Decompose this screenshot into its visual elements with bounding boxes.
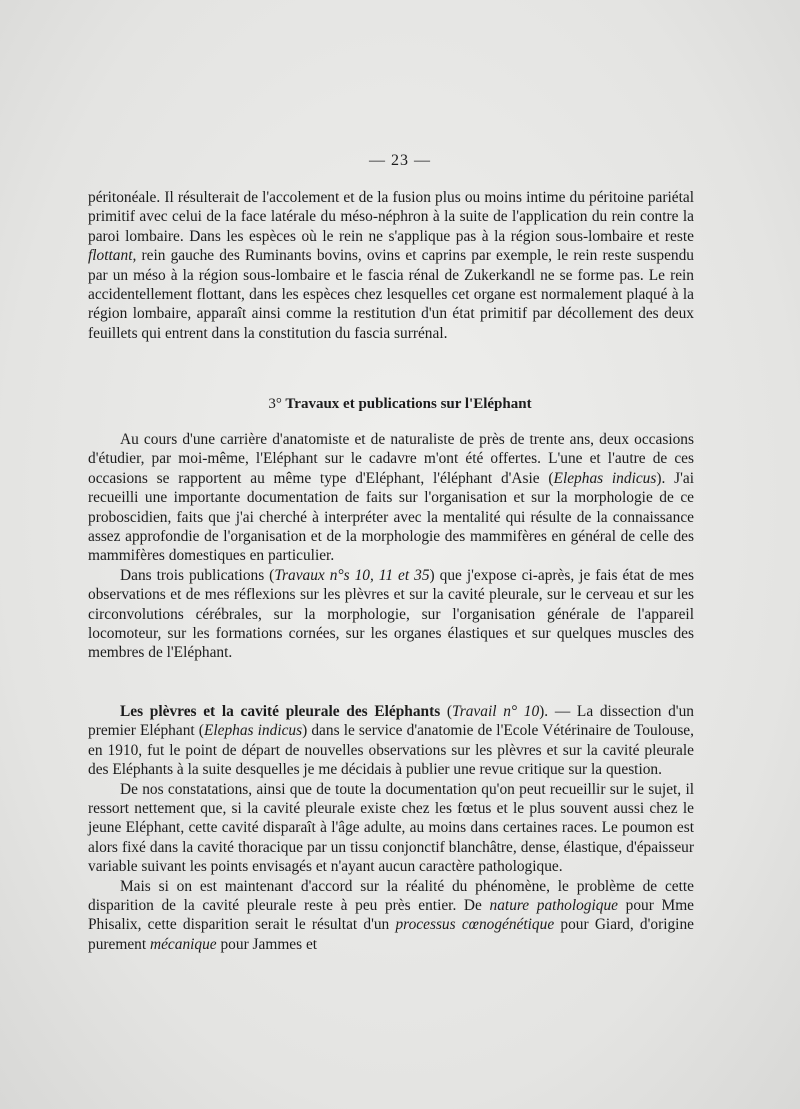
pleura-paragraphs [88,702,694,954]
section-title: Travaux et publications sur l'Eléphant [285,396,532,412]
intro-text-1: péritonéale. Il résulterait de l'accolement et de la fusion plus ou moins intime du péritoine pariétal primitif avec celui de la face latérale du méso-néphron à la suite de l'application du rein contre la paroi lombaire. Dans les espèces où le rein ne s'applique pas à la région sous-lombaire et reste [88,189,694,245]
pleura-p3-text-b: pour Mme Phisalix, cette disparition serait le résultat d'un [88,897,694,934]
pleura-paragraph-1: Les plèvres et la cavité pleurale des Eléphants (Travail n° 10). — La dissection d'un premier Eléphant (Elephas indicus) dans le service d'anatomie de l'Ecole Vétérinaire de Toulouse, en 1910, fut le point de départ de nouvelles observations sur les plèvres et sur la cavité pleurale des Eléphants à la suite desquelles je me décidais à publier une revue critique sur la question. [88,703,694,779]
pleura-paragraph-3 [88,877,694,955]
page-number: — 23 — [369,152,431,169]
pleura-p3-italic-1: nature pathologique [489,897,619,915]
pleura-p1-italic: Elephas indicus [203,722,303,740]
pleura-p3-text-d: pour Jammes et [216,935,318,953]
section-p2-text-a: Dans trois publications ( [120,566,275,584]
section-p2-text-b: ) que j'expose ci-après, je fais état de mes observations et de mes réflexions sur les plèvres et sur la cavité pleurale, sur le cerveau et sur les circonvolutions cérébrales, sur la morphologie, sur l'organisation générale de l'appareil locomoteur, sur les formations cornées, sur les organes élastiques et sur quelques muscles des membres de l'Eléphant. [88,566,694,662]
section-p1-text-a: Au cours d'une carrière d'anatomiste et de naturaliste de près de trente ans, deux occasions d'étudier, par moi-même, l'Eléphant sur le cadavre m'ont été offertes. L'une et l'autre de ces occasions se rapportent au même type d'Eléphant, l'éléphant d'Asie ( [88,431,694,487]
intro-paragraph-block [88,188,694,343]
pleura-paragraph-2: De nos constatations, ainsi que de toute la documentation qu'on peut recueillir sur le sujet, il ressort nettement que, si la cavité pleurale existe chez les fœtus et le plus souvent aussi chez le jeune Eléphant, cette cavité disparaît à l'âge adulte, au moins dans certaines races. Le poumon est alors fixé dans la cavité thoracique par un tissu conjonctif blanchâtre, dense, élastique, d'épaisseur variable suivant les points envisagés et n'ayant aucun caractère pathologique. [88,780,694,876]
section-paragraphs [88,430,694,663]
section-p2-italic: Travaux n°s 10, 11 et 35 [274,566,430,584]
pleura-p3-text-a: Mais si on est maintenant d'accord sur la réalité du phénomène, le problème de cette disparition de la cavité pleurale reste à peu près entier. De [88,877,694,915]
section-paragraph-2 [88,566,694,663]
intro-text-2: rein gauche des Ruminants bovins, ovins et caprins par exemple, le rein reste suspendu par un méso à la région sous-lombaire et le fascia rénal de Zukerkandl ne se forme pas. Le rein accidentellement flottant, dans les espèces chez lesquelles cet organe est normalement plaqué à la région lombaire, apparaît ainsi comme la restitution d'un état primitif par décollement des deux feuillets qui entrent dans la constitution du fascia surrénal. [88,247,694,342]
intro-italic: flottant, [88,247,137,265]
pleura-p1-text-a: — La dissection d'un premier Eléphant ( [88,703,694,740]
pleura-p1-text-b: ) dans le service d'anatomie de l'Ecole Vétérinaire de Toulouse, en 1910, fut le point de départ de nouvelles observations sur les plèvres et sur la cavité pleurale des Eléphants à la suite desquelles je me décidais à publier une revue critique sur la question. [88,722,694,779]
pleura-p3-italic-3: mécanique [149,935,217,953]
section-paragraph-1 [88,430,694,566]
section-p1-italic: Elephas indicus [553,469,657,487]
section-p1-text-b: ). J'ai recueilli une importante documentation de faits sur l'organisation et sur la morphologie de ce proboscidien, faits que j'ai cherché à interpréter avec la mentalité qui résulte de la connaissance assez approfondie de l'organisation et de la morphologie des mammifères en général de celle des mammifères domestiques en particulier. [88,469,694,565]
pleura-heading-ref: Travail n° 10 [452,703,540,720]
section-number: 3° [268,396,282,412]
pleura-p3-italic-2: processus cœnogénétique [395,916,555,934]
pleura-heading: Les plèvres et la cavité pleurale des Eléphants [120,703,441,720]
pleura-p3-text-c: pour Giard, d'origine purement [88,916,694,953]
section-heading [0,396,800,413]
intro-paragraph [88,188,694,343]
